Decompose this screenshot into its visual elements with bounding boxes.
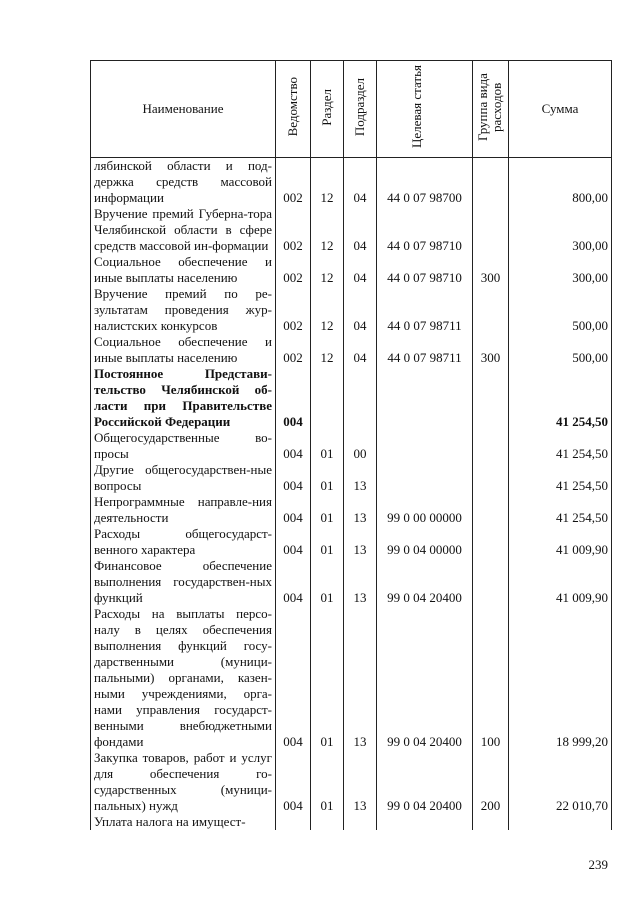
cell-ved: 004 — [276, 606, 311, 750]
cell-podr: 04 — [344, 254, 377, 286]
cell-cel: 99 0 00 00000 — [377, 494, 473, 526]
table-row — [91, 366, 612, 430]
cell-podr: 04 — [344, 158, 377, 207]
cell-razd — [311, 814, 344, 830]
cell-ved: 004 — [276, 430, 311, 462]
cell-name: Социальное обеспечение и иные выплаты населению — [91, 254, 276, 286]
cell-ved: 004 — [276, 526, 311, 558]
table-row — [91, 430, 612, 462]
cell-podr: 13 — [344, 526, 377, 558]
cell-grp — [473, 526, 509, 558]
cell-grp — [473, 814, 509, 830]
cell-razd: 12 — [311, 158, 344, 207]
cell-grp — [473, 286, 509, 334]
table-row — [91, 494, 612, 526]
cell-sum: 41 009,90 — [509, 558, 612, 606]
cell-name: Вручение премий по ре-зультатам проведения жур-налистских конкурсов — [91, 286, 276, 334]
cell-sum: 300,00 — [509, 206, 612, 254]
cell-grp: 300 — [473, 334, 509, 366]
cell-grp: 200 — [473, 750, 509, 814]
cell-podr: 04 — [344, 286, 377, 334]
cell-name: Общегосударственные во-просы — [91, 430, 276, 462]
cell-ved — [276, 814, 311, 830]
cell-razd: 01 — [311, 494, 344, 526]
cell-cel: 99 0 04 20400 — [377, 750, 473, 814]
table-body — [91, 158, 612, 831]
cell-cel — [377, 462, 473, 494]
cell-ved: 002 — [276, 158, 311, 207]
cell-grp — [473, 558, 509, 606]
cell-sum: 41 254,50 — [509, 366, 612, 430]
cell-name: Уплата налога на имущест- — [91, 814, 276, 830]
cell-sum — [509, 814, 612, 830]
cell-name: Расходы на выплаты персо-налу в целях обеспечения выполнения функций госу-дарственными (муници-пальными) органами, казен-ными учреждениями, орга-нами управления государст-венными внебюджетными фондами — [91, 606, 276, 750]
cell-razd: 12 — [311, 334, 344, 366]
cell-cel: 44 0 07 98700 — [377, 158, 473, 207]
cell-sum: 41 254,50 — [509, 494, 612, 526]
cell-grp — [473, 430, 509, 462]
cell-podr: 13 — [344, 462, 377, 494]
table-row — [91, 750, 612, 814]
cell-grp — [473, 366, 509, 430]
cell-cel: 44 0 07 98710 — [377, 254, 473, 286]
cell-podr: 04 — [344, 334, 377, 366]
header-cel: Целевая статья — [377, 61, 473, 158]
cell-ved: 004 — [276, 558, 311, 606]
header-razd: Раздел — [311, 61, 344, 158]
cell-ved: 002 — [276, 334, 311, 366]
budget-table — [90, 60, 612, 830]
cell-cel — [377, 814, 473, 830]
cell-sum: 800,00 — [509, 158, 612, 207]
table-row — [91, 254, 612, 286]
table-row — [91, 606, 612, 750]
cell-name: Расходы общегосударст-венного характера — [91, 526, 276, 558]
cell-podr: 00 — [344, 430, 377, 462]
cell-name: Другие общегосударствен-ные вопросы — [91, 462, 276, 494]
cell-sum: 41 254,50 — [509, 462, 612, 494]
table-row — [91, 558, 612, 606]
cell-grp — [473, 494, 509, 526]
cell-name: лябинской области и под-держка средств массовой информации — [91, 158, 276, 207]
cell-name: Непрограммные направле-ния деятельности — [91, 494, 276, 526]
cell-razd: 01 — [311, 526, 344, 558]
header-name: Наименование — [91, 61, 276, 158]
page-number: 239 — [588, 857, 608, 872]
cell-cel: 44 0 07 98710 — [377, 206, 473, 254]
cell-razd: 01 — [311, 750, 344, 814]
table-row — [91, 158, 612, 207]
table-row — [91, 462, 612, 494]
cell-razd: 12 — [311, 254, 344, 286]
cell-name: Постоянное Представи-тельство Челябинской об-ласти при Правительстве Российской Федерации — [91, 366, 276, 430]
cell-razd: 01 — [311, 462, 344, 494]
cell-razd: 12 — [311, 286, 344, 334]
cell-ved: 004 — [276, 750, 311, 814]
header-sum: Сумма — [509, 61, 612, 158]
cell-cel: 44 0 07 98711 — [377, 286, 473, 334]
table-row — [91, 206, 612, 254]
cell-razd: 01 — [311, 430, 344, 462]
cell-grp: 100 — [473, 606, 509, 750]
cell-ved: 004 — [276, 462, 311, 494]
cell-sum: 41 009,90 — [509, 526, 612, 558]
cell-cel — [377, 366, 473, 430]
cell-podr — [344, 814, 377, 830]
cell-grp — [473, 462, 509, 494]
cell-name: Социальное обеспечение и иные выплаты населению — [91, 334, 276, 366]
cell-ved: 004 — [276, 494, 311, 526]
cell-razd: 01 — [311, 558, 344, 606]
cell-grp — [473, 158, 509, 207]
cell-grp: 300 — [473, 254, 509, 286]
cell-ved: 002 — [276, 206, 311, 254]
cell-ved: 002 — [276, 286, 311, 334]
cell-name: Вручение премий Губерна-тора Челябинской области в сфере средств массовой ин-формации — [91, 206, 276, 254]
cell-razd: 01 — [311, 606, 344, 750]
cell-podr — [344, 366, 377, 430]
cell-sum: 500,00 — [509, 334, 612, 366]
cell-podr: 13 — [344, 494, 377, 526]
cell-sum: 41 254,50 — [509, 430, 612, 462]
table-row — [91, 286, 612, 334]
cell-ved: 002 — [276, 254, 311, 286]
cell-name: Закупка товаров, работ и услуг для обеспечения го-сударственных (муници-пальных) нужд — [91, 750, 276, 814]
cell-razd — [311, 366, 344, 430]
cell-cel: 44 0 07 98711 — [377, 334, 473, 366]
cell-podr: 04 — [344, 206, 377, 254]
cell-cel: 99 0 04 00000 — [377, 526, 473, 558]
cell-grp — [473, 206, 509, 254]
cell-cel: 99 0 04 20400 — [377, 606, 473, 750]
cell-sum: 18 999,20 — [509, 606, 612, 750]
cell-sum: 500,00 — [509, 286, 612, 334]
cell-cel: 99 0 04 20400 — [377, 558, 473, 606]
header-grp: Группа вида расходов — [473, 61, 509, 158]
header-podr: Подраздел — [344, 61, 377, 158]
cell-sum: 300,00 — [509, 254, 612, 286]
header-ved: Ведомство — [276, 61, 311, 158]
cell-sum: 22 010,70 — [509, 750, 612, 814]
cell-podr: 13 — [344, 606, 377, 750]
table-row — [91, 814, 612, 830]
cell-podr: 13 — [344, 750, 377, 814]
cell-cel — [377, 430, 473, 462]
cell-name: Финансовое обеспечение выполнения государствен-ных функций — [91, 558, 276, 606]
table-row — [91, 334, 612, 366]
cell-podr: 13 — [344, 558, 377, 606]
cell-ved: 004 — [276, 366, 311, 430]
table-header-row — [91, 61, 612, 158]
table-row — [91, 526, 612, 558]
cell-razd: 12 — [311, 206, 344, 254]
